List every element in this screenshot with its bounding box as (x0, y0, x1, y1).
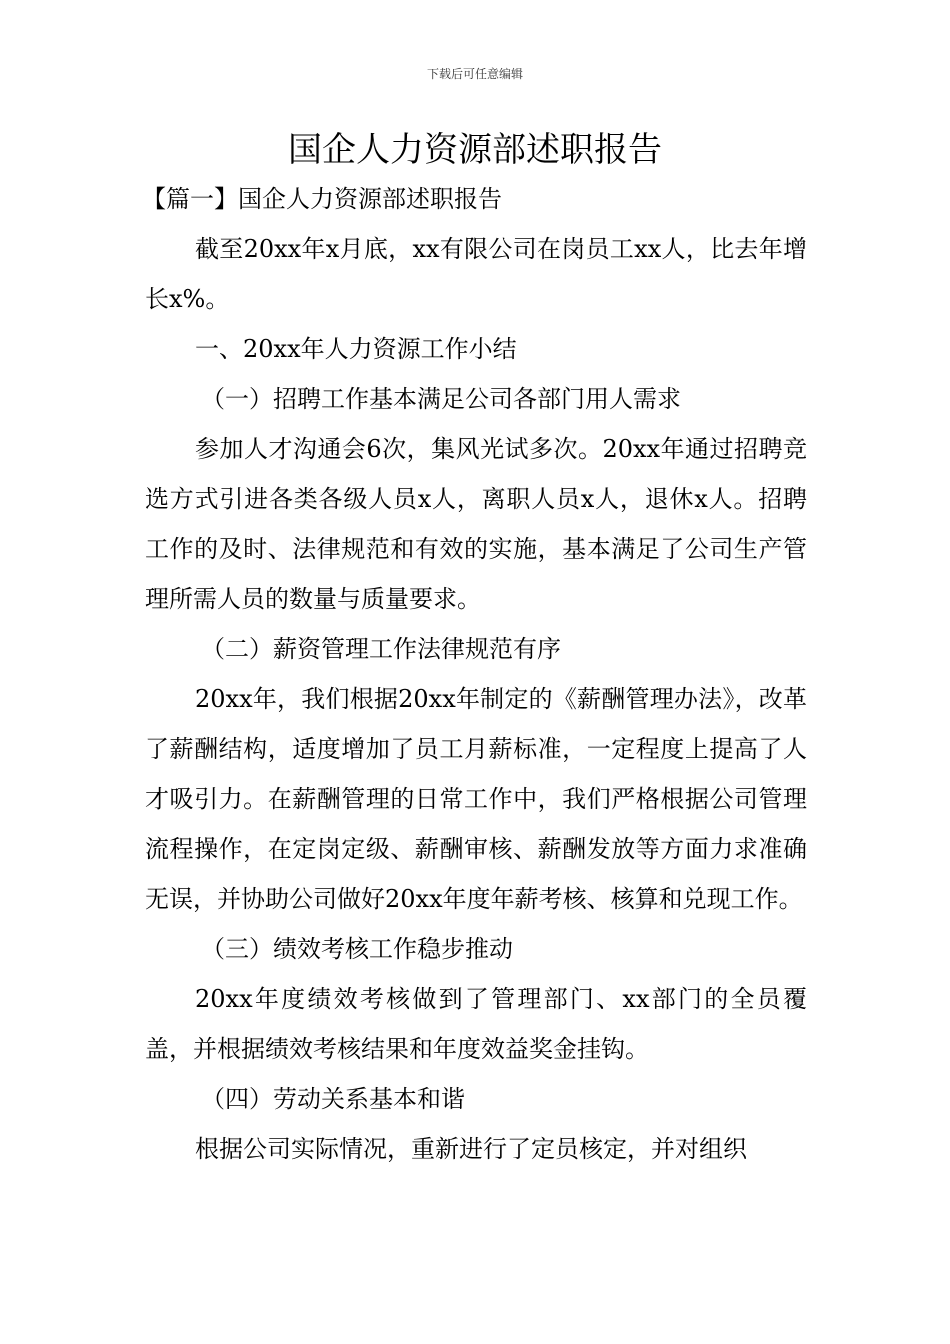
heading-summary: 一、20xx年人力资源工作小结 (195, 335, 517, 363)
subheading-recruitment: （一）招聘工作基本满足公司各部门用人需求 (201, 385, 681, 413)
subheading-performance: （三）绩效考核工作稳步推动 (201, 935, 513, 963)
document-title: 国企人力资源部述职报告 (288, 130, 662, 170)
paragraph-performance: 20xx年度绩效考核做到了管理部门、xx部门的全员覆盖，并根据绩效考核结果和年度效益奖金挂钩。 (145, 985, 807, 1063)
paragraph-recruitment: 参加人才沟通会6次，集风光试多次。20xx年通过招聘竞选方式引进各类各级人员x人，离职人员x人，退休x人。招聘工作的及时、法律规范和有效的实施，基本满足了公司生产管理所需人员的数量与质量要求。 (145, 435, 807, 613)
subheading-salary: （二）薪资管理工作法律规范有序 (201, 635, 561, 663)
header-note: 下载后可任意编辑 (426, 67, 523, 81)
paragraph-salary: 20xx年，我们根据20xx年制定的《薪酬管理办法》，改革了薪酬结构，适度增加了员工月薪标准，一定程度上提高了人才吸引力。在薪酬管理的日常工作中，我们严格根据公司管理流程操作，在定岗定级、薪酬审核、薪酬发放等方面力求准确无误，并协助公司做好20xx年度年薪考核、核算和兑现工作。 (145, 685, 807, 913)
paragraph-labor-relations: 根据公司实际情况，重新进行了定员核定，并对组织 (195, 1135, 747, 1163)
section-label: 【篇一】国企人力资源部述职报告 (142, 185, 502, 213)
subheading-labor-relations: （四）劳动关系基本和谐 (201, 1085, 465, 1113)
document-body (142, 174, 807, 1174)
paragraph-intro: 截至20xx年x月底，xx有限公司在岗员工xx人，比去年增长x%。 (145, 235, 807, 313)
